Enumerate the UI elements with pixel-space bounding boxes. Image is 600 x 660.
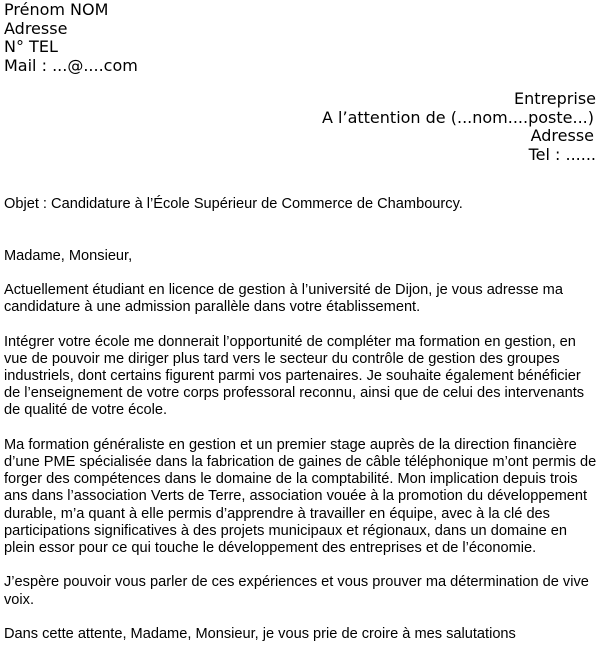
letter-paragraph-1: Actuellement étudiant en licence de gestion à l’université de Dijon, je vous adresse ma candidature à une admission parallèle dans votre établissement.: [4, 281, 563, 316]
recipient-block: [196, 90, 596, 164]
letter-subject: Objet : Candidature à l’École Supérieur de Commerce de Chambourcy.: [4, 196, 463, 212]
recipient-phone: Tel : ......: [528, 144, 596, 164]
letter-salutation: Madame, Monsieur,: [4, 247, 133, 264]
sender-name: Prénom NOM: [4, 0, 109, 19]
recipient-attention: A l’attention de (...nom....poste...): [322, 107, 594, 127]
letter-body: [4, 196, 598, 660]
sender-phone: N° TEL: [4, 37, 58, 56]
letter-closing-partial: Dans cette attente, Madame, Monsieur, je vous prie de croire à mes salutations: [4, 625, 516, 642]
letter-paragraph-2: Intégrer votre école me donnerait l’opportunité de compléter ma formation en gestion, en vue de pouvoir me diriger plus tard vers le secteur du contrôle de gestion des groupes industriels, dont certains figurent parmi vos partenaires. Je souhaite également bénéficier de l’enseignement de votre corps professoral reconnu, ainsi que de celui des intervenants de qualité de votre école.: [4, 333, 585, 419]
letter-paragraph-4: J’espère pouvoir vous parler de ces expériences et vous prouver ma détermination de vive voix.: [4, 574, 589, 608]
sender-email: Mail : ...@....com: [4, 55, 138, 75]
sender-address: Adresse: [4, 18, 68, 38]
recipient-address: Adresse: [530, 126, 594, 145]
recipient-company: Entreprise: [514, 89, 596, 108]
sender-block: [4, 1, 138, 75]
letter-paragraph-3: Ma formation généraliste en gestion et un premier stage auprès de la direction financière d’une PME spécialisée dans la fabrication de gaines de câble téléphonique m’ont permis de forger des compétences dans le domaine de la comptabilité. Mon implication depuis trois ans dans l’association Verts de Terre, association vouée à la promotion du développement durable, m’a quant à elle permis d’apprendre à travailler en équipe, avec à la clé des participations significatives à des projets municipaux et régionaux, dans un domaine en plein essor pour ce qui touche le développement des entreprises et de l’économie.: [4, 436, 597, 556]
